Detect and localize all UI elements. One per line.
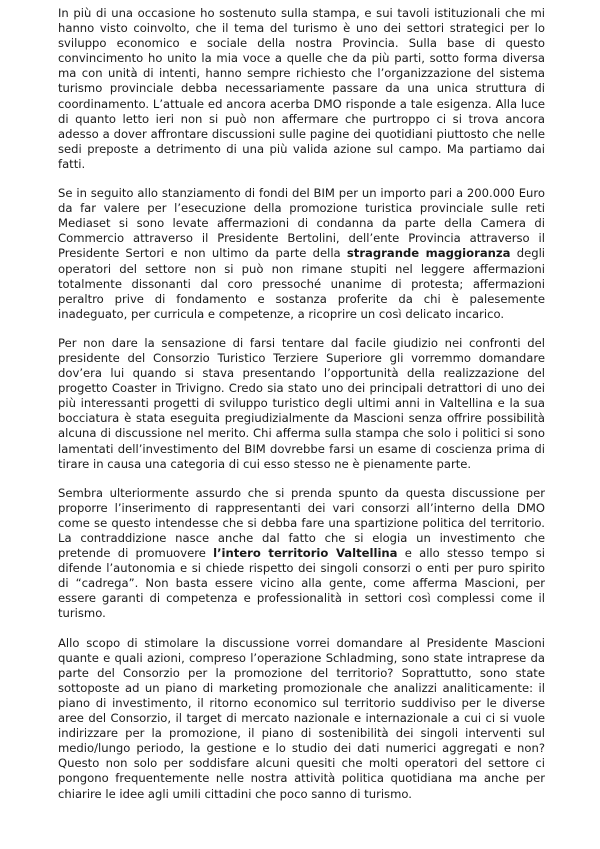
- paragraph-2: [58, 186, 545, 322]
- paragraph-5: [58, 636, 545, 802]
- paragraph-2-text-b: degli operatori del settore non si può non rimane stupiti nel leggere affermazioni totalmente dissonanti dal coro pressoché unanime di protesta; affermazioni peraltro prive di fondamento e sostanza proferite da chi è palesemente inadeguato, per curricula e competenze, a ricoprire un così delicato incarico.: [58, 246, 546, 321]
- bold-phrase-intero-territorio: l’intero territorio Valtellina: [213, 546, 398, 561]
- document-body: [58, 6, 545, 816]
- paragraph-4: [58, 486, 545, 622]
- paragraph-1: [58, 6, 545, 172]
- paragraph-1-text: In più di una occasione ho sostenuto sulla stampa, e sui tavoli istituzionali che mi hanno visto coinvolto, che il tema del turismo è uno dei settori strategici per lo sviluppo economico e sociale della nostra Provincia. Sulla base di questo convincimento ho unito la mia voce a quelle che da più parti, sotto forma diversa ma con unità di intenti, hanno sempre richiesto che l’organizzazione del sistema turismo provinciale debba necessariamente passare da una unica struttura di coordinamento. L’attuale ed ancora acerba DMO risponde a tale esigenza. Alla luce di quanto letto ieri non si può non affermare che purtroppo ci si trova ancora adesso a dover affrontare discussioni sulle pagine dei quotidiani piuttosto che nelle sedi preposte a detrimento di una più valida azione sul campo. Ma partiamo dai fatti.: [58, 6, 545, 171]
- bold-phrase-stragrande-maggioranza: stragrande maggioranza: [346, 246, 511, 261]
- paragraph-4-text-a: Sembra ulteriormente assurdo che si prenda spunto da questa discussione per proporre l’inserimento di rappresentanti dei vari consorzi all’interno della DMO come se questo intendesse che si debba fare una spartizione politica del territorio. La contraddizione nasce anche dal fatto che si elogia un investimento che pretende di promuovere: [58, 485, 545, 561]
- paragraph-5-text: Allo scopo di stimolare la discussione vorrei domandare al Presidente Mascioni quante e quali azioni, compreso l’operazione Schladming, sono state intraprese da parte del Consorzio per la promozione del territorio? Soprattutto, sono state sottoposte ad un piano di marketing promozionale che analizzi analiticamente: il piano di investimento, il ritorno economico sul territorio suddiviso per le diverse aree del Consorzio, il target di mercato nazionale e internazionale a cui ci si vuole indirizzare per la promozione, il piano di sostenibilità dei singoli interventi sul medio/lungo periodo, la gestione e lo studio dei dati numerici aggregati e non? Questo non solo per soddisfare alcuni quesiti che molti operatori del settore ci pongono frequentemente nelle nostra attività politica quotidiana ma anche per chiarire le idee agli umili cittadini che poco sanno di turismo.: [58, 635, 545, 801]
- paragraph-4-text-b: e allo stesso tempo si difende l’autonomia e si chiede rispetto dei singoli consorzi o enti per puro spirito di “cadrega”. Non basta essere vicino alla gente, come afferma Mascioni, per essere garanti di competenza e professionalità in settori così complessi come il turismo.: [58, 546, 545, 621]
- paragraph-3: [58, 336, 545, 472]
- paragraph-2-text-a: Se in seguito allo stanziamento di fondi del BIM per un importo pari a 200.000 Euro da far valere per l’esecuzione della promozione turistica provinciale sulle reti Mediaset si sono levate affermazioni di condanna da parte della Camera di Commercio attraverso il Presidente Bertolini, dell’ente Provincia attraverso il Presidente Sertori e non ultimo da parte della: [58, 186, 545, 261]
- paragraph-3-text: Per non dare la sensazione di farsi tentare dal facile giudizio nei confronti del presidente del Consorzio Turistico Terziere Superiore gli vorremmo domandare dov’era lui quando si stava presentando l’opportunità della realizzazione del progetto Coaster in Trivigno. Credo sia stato uno dei principali detrattori di uno dei più interessanti progetti di sviluppo turistico degli ultimi anni in Valtellina e la sua bocciatura è stata eseguita pregiudizialmente da Mascioni senza offrire possibilità alcuna di discussione nel merito. Chi afferma sulla stampa che solo i politici si sono lamentati dell’investimento del BIM dovrebbe farsi un esame di coscienza prima di tirare in causa una categoria di cui esso stesso ne è pienamente parte.: [58, 335, 545, 471]
